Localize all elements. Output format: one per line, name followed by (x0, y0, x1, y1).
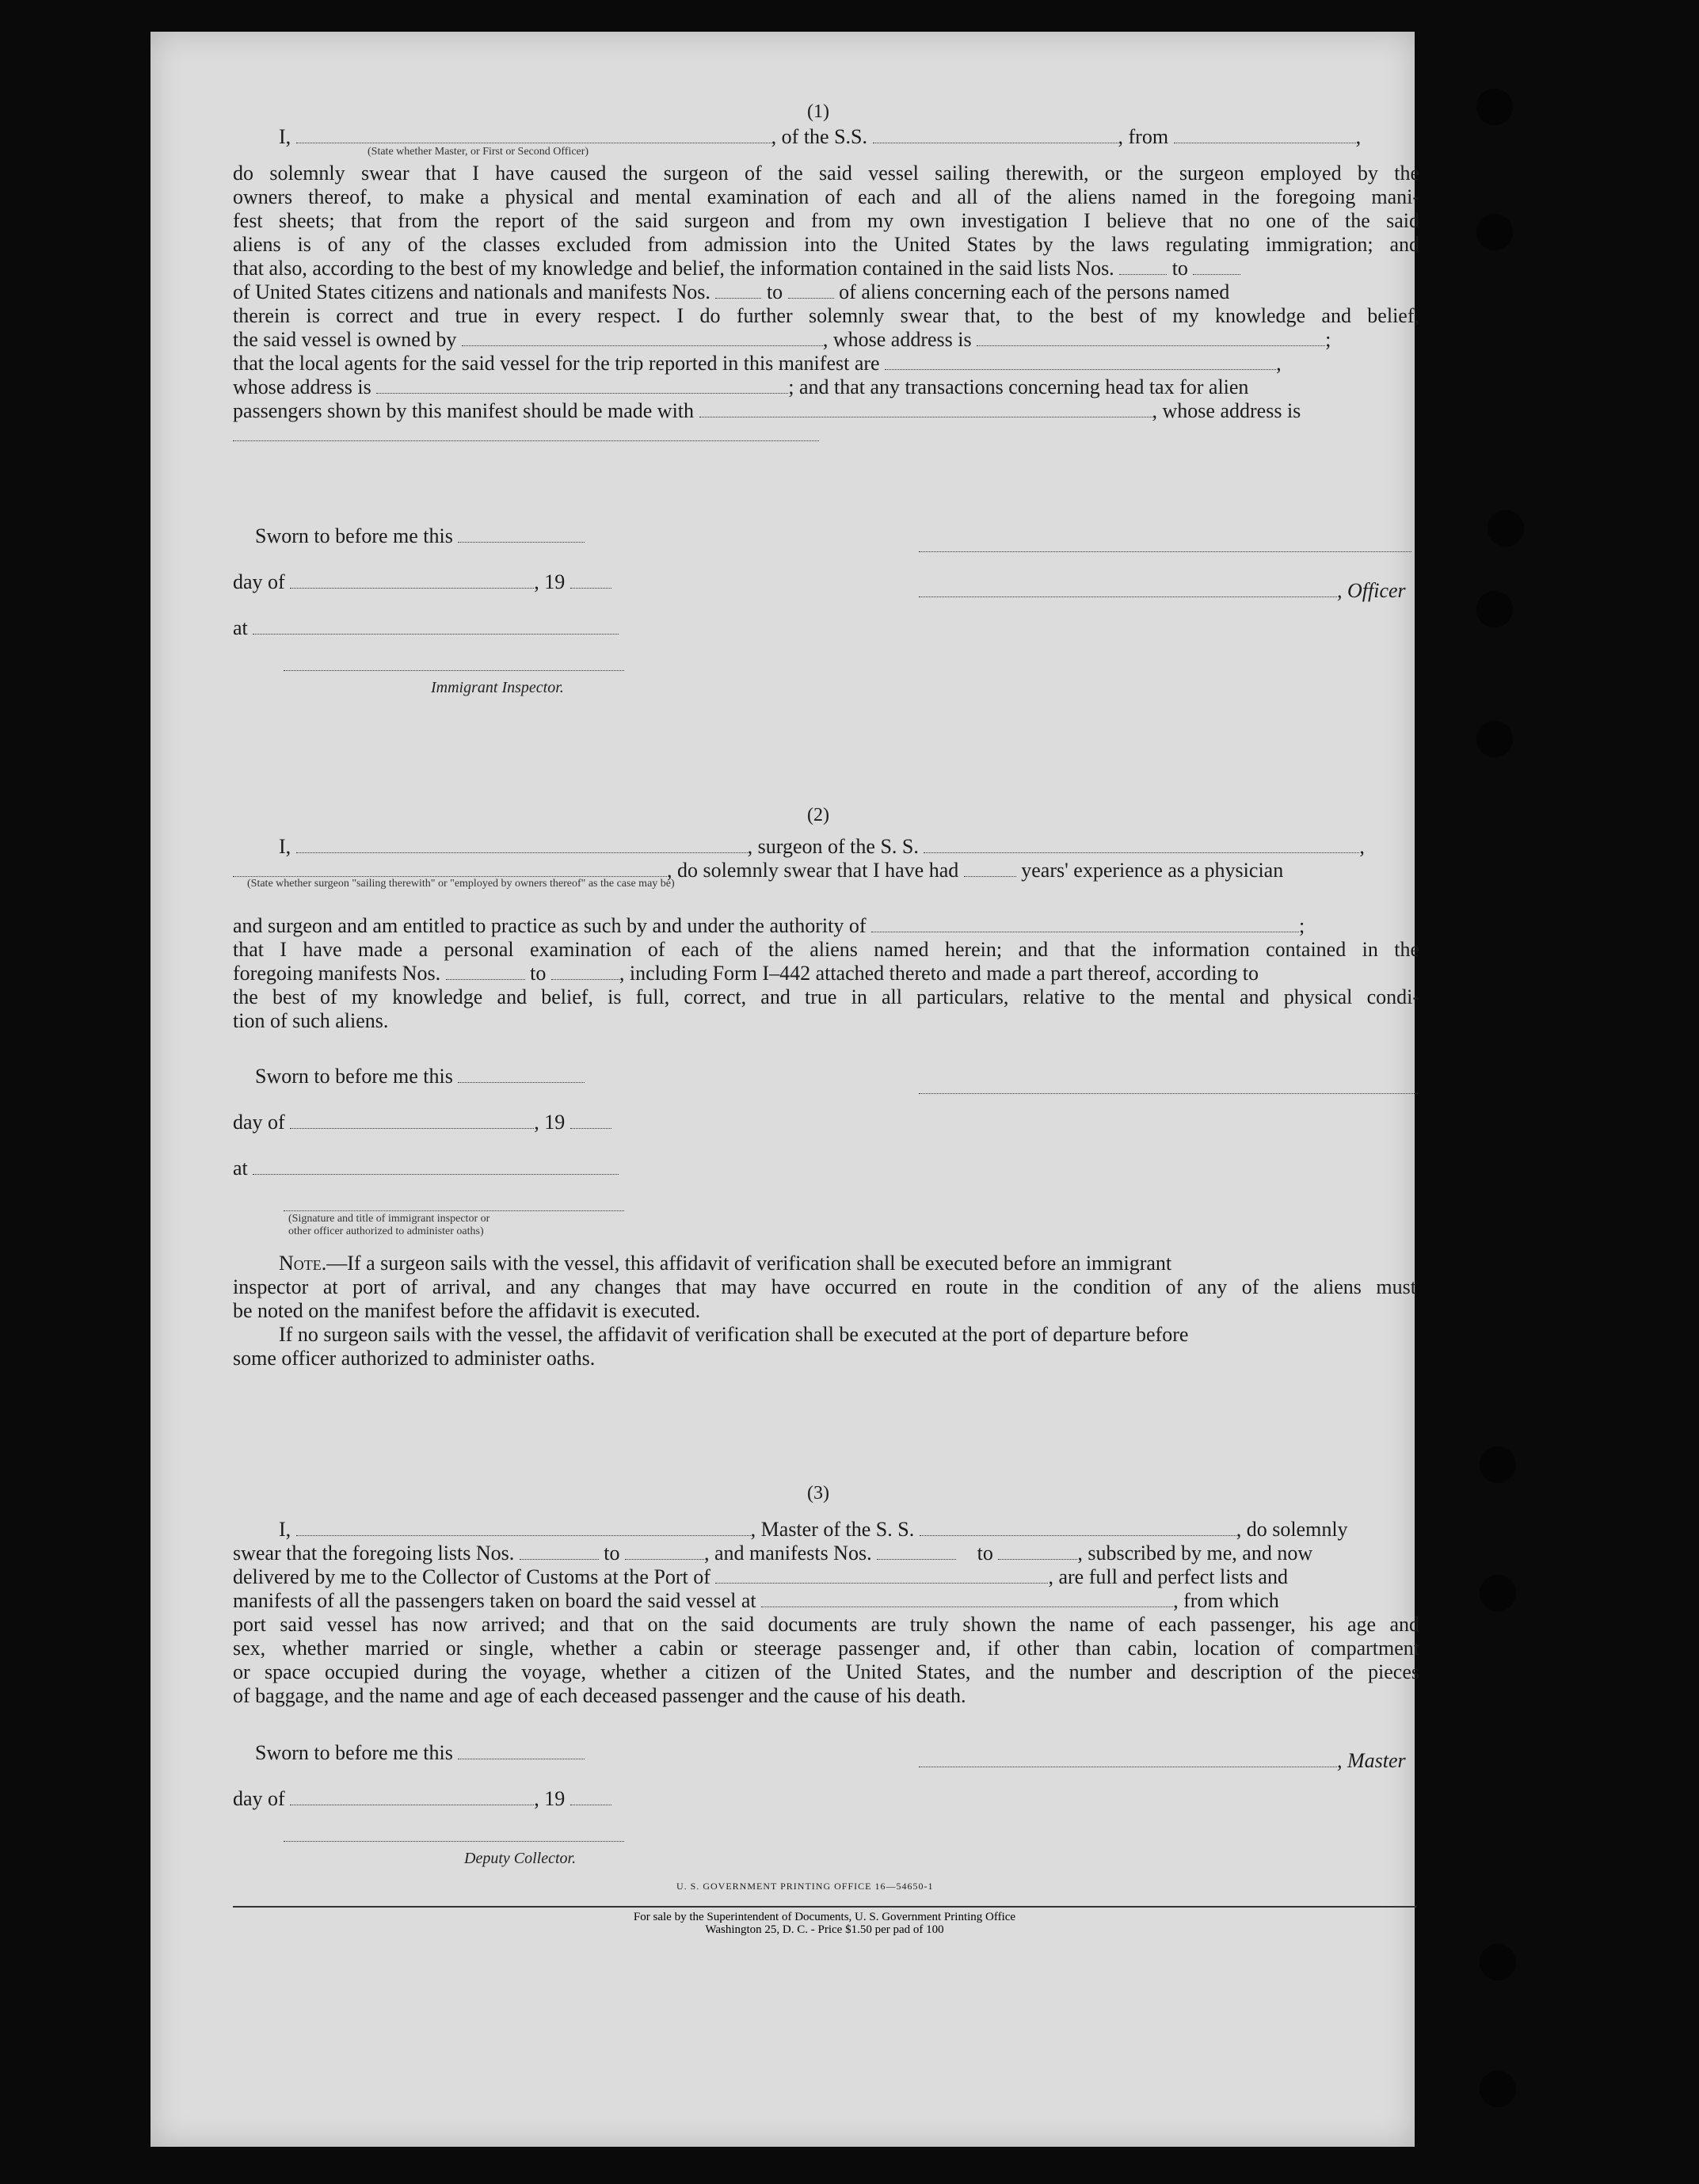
label-from: , from (1118, 125, 1169, 148)
authority-line (233, 914, 1419, 938)
officer-signature-field[interactable] (919, 579, 1337, 597)
signature-line[interactable] (284, 669, 624, 671)
local-agents-line (233, 352, 1419, 375)
section-1 (233, 100, 1419, 696)
master-line (233, 1518, 1419, 1542)
officer-title-field[interactable] (296, 125, 771, 143)
manifest-to-field-3[interactable] (998, 1542, 1077, 1560)
text-span: , subscribed by me, and now (1077, 1542, 1313, 1565)
port-of-entry-field[interactable] (715, 1565, 1048, 1584)
text-line: owners thereof, to make a physical and mental examination of each and all of the aliens named in the foregoing mani- (233, 185, 1419, 208)
binder-hole (1480, 1575, 1516, 1611)
text-span: —If a surgeon sails with the vessel, this affidavit of verification shall be executed before an immigrant (326, 1252, 1172, 1275)
binder-hole (1488, 510, 1524, 547)
port-of-departure-field[interactable] (761, 1589, 1173, 1607)
owner-field[interactable] (462, 328, 823, 346)
binder-hole (1476, 214, 1513, 250)
text-span: the said vessel is owned by (233, 328, 457, 351)
text-span: day of (233, 1111, 285, 1134)
text-span: delivered by me to the Collector of Customs at the Port of (233, 1565, 710, 1588)
text-span: , do solemnly (1236, 1518, 1348, 1541)
sworn-day-field-2[interactable] (458, 1065, 585, 1083)
officer-caption: (State whether Master, or First or Second Officer) (368, 146, 589, 158)
manifest-from-field-3[interactable] (877, 1542, 956, 1560)
printing-office-imprint: U. S. GOVERNMENT PRINTING OFFICE 16—54650-1 (676, 1881, 934, 1892)
officer-signature-block (919, 532, 1419, 602)
port-line (233, 1565, 1419, 1589)
binder-hole (1480, 2071, 1516, 2107)
binder-hole (1480, 1446, 1516, 1483)
sworn-block-2 (233, 1065, 645, 1238)
text-line: some officer authorized to administer oaths. (233, 1347, 596, 1370)
text-span: to (530, 962, 547, 985)
text-span: , 19 (534, 1111, 566, 1134)
text-span: to (977, 1542, 993, 1565)
surgeon-signature-field[interactable] (919, 1074, 1418, 1094)
master-name-field[interactable] (296, 1518, 751, 1536)
label-of-ss: , of the S.S. (771, 125, 868, 148)
text-span: , whose address is (822, 328, 972, 351)
manifests-line-2 (233, 962, 1419, 985)
head-tax-party-field[interactable] (699, 399, 1152, 417)
text-span: , Master of the S. S. (750, 1518, 915, 1541)
note-block (233, 1252, 1416, 1370)
text-span: foregoing manifests Nos. (233, 962, 441, 985)
list-no-to-field[interactable] (1193, 257, 1240, 275)
taken-on-line (233, 1589, 1419, 1613)
text-line: sex, whether married or single, whether a cabin or steerage passenger and, if other than cabin, location of compartment (233, 1637, 1419, 1660)
text-span: day of (233, 570, 285, 593)
local-agents-field[interactable] (885, 352, 1276, 370)
text-span: , are full and perfect lists and (1048, 1565, 1288, 1588)
text-span: day of (233, 1787, 285, 1810)
place-field[interactable] (253, 616, 619, 635)
text-line: therein is correct and true in every respect. I do further solemnly swear that, to the best of my knowledge and belief, (233, 304, 1419, 327)
head-tax-address-field[interactable] (233, 423, 819, 441)
text-span: that the local agents for the said vessel for the trip reported in this manifest are (233, 352, 880, 375)
port-from-field[interactable] (1174, 125, 1356, 143)
authority-field[interactable] (871, 914, 1299, 932)
month-field-3[interactable] (290, 1787, 534, 1805)
surgeon-name-field[interactable] (296, 835, 748, 853)
sworn-line (233, 1065, 645, 1088)
manifest-no-from-field[interactable] (715, 280, 761, 299)
text-line: tion of such aliens. (233, 1009, 389, 1032)
agent-address-line (233, 375, 1419, 399)
officer-title-line (919, 579, 1419, 603)
text-line: of baggage, and the name and age of each deceased passenger and the cause of his death. (233, 1684, 966, 1707)
punctuation: ; (1299, 914, 1305, 937)
years-field[interactable] (964, 859, 1016, 877)
vessel-name-field[interactable] (873, 125, 1118, 143)
footer-rule (233, 1906, 1416, 1908)
text-span: Sworn to before me this (255, 1741, 453, 1764)
sworn-day-field-3[interactable] (458, 1741, 585, 1759)
master-signature-block (919, 1749, 1419, 1773)
binder-hole (1476, 721, 1513, 757)
text-line: inspector at port of arrival, and any changes that may have occurred en route in the condition of any of the aliens must (233, 1275, 1416, 1298)
text-span: , and manifests Nos. (704, 1542, 872, 1565)
text-line: port said vessel has now arrived; and that on the said documents are truly shown the name of each passenger, his age and (233, 1613, 1419, 1636)
text-span: , from which (1173, 1589, 1279, 1612)
text-line: fest sheets; that from the report of the said surgeon and from my own investigation I believe that no one of the said (233, 209, 1419, 232)
text-span: to (766, 280, 783, 303)
manifest-affidavit-page (150, 32, 1419, 2147)
text-span: , including Form I–442 attached thereto and made a part thereof, according to (619, 962, 1259, 985)
text-span: at (233, 616, 248, 639)
text-span: ; and that any transactions concerning head tax for alien (788, 375, 1249, 398)
text-line: If no surgeon sails with the vessel, the affidavit of verification shall be executed at the port of departure before (279, 1323, 1189, 1346)
binder-hole (1476, 89, 1513, 125)
surgeon-signature-block (919, 1074, 1419, 1098)
sworn-block-3 (233, 1741, 645, 1870)
binder-hole (1480, 1944, 1516, 1980)
text-span: , 19 (534, 1787, 566, 1810)
head-tax-line (233, 399, 1419, 423)
sworn-line (233, 1741, 645, 1765)
section-number: (1) (807, 101, 829, 122)
text-span: , surgeon of the S. S. (747, 835, 919, 858)
punctuation: , (1355, 125, 1362, 148)
text-span: Sworn to before me this (255, 1065, 453, 1088)
month-field[interactable] (290, 570, 534, 589)
list-no-from-field[interactable] (1119, 257, 1167, 275)
owned-by-line (233, 328, 1419, 352)
agent-address-field[interactable] (376, 375, 788, 394)
sworn-line (233, 524, 645, 548)
text-span: of aliens concerning each of the persons named (839, 280, 1230, 303)
lists-line (233, 257, 1419, 280)
oath-paragraph (233, 162, 1419, 447)
footer-line-1: For sale by the Superintendent of Documents, U. S. Government Printing Office (633, 1911, 1016, 1923)
sig-caption-1: (Signature and title of immigrant inspector or (288, 1213, 490, 1225)
text-line: be noted on the manifest before the affidavit is executed. (233, 1299, 701, 1322)
section-3 (233, 1481, 1419, 1892)
master-sign-line (919, 1749, 1419, 1773)
list-from-field-3[interactable] (520, 1542, 599, 1560)
signature-line-2[interactable] (284, 1209, 624, 1211)
sworn-day-field[interactable] (458, 524, 585, 543)
month-field-2[interactable] (290, 1111, 534, 1129)
lists-line-3 (233, 1542, 1419, 1565)
year-field-2[interactable] (570, 1111, 611, 1129)
text-line: aliens is of any of the classes excluded from admission into the United States by the laws regulating immigration; and (233, 233, 1419, 256)
master-label: , Master (1337, 1749, 1406, 1772)
list-to-field-3[interactable] (625, 1542, 704, 1560)
punctuation: , (1359, 835, 1365, 858)
year-field-3[interactable] (570, 1787, 611, 1805)
signature-line-3[interactable] (284, 1839, 624, 1842)
owner-address-field[interactable] (977, 328, 1325, 346)
deputy-caption: Deputy Collector. (464, 1850, 577, 1867)
text-span: whose address is (233, 375, 371, 398)
surgeon-line (233, 835, 1419, 859)
text-span: manifests of all the passengers taken on board the said vessel at (233, 1589, 756, 1612)
day-of-line (233, 1111, 645, 1134)
text-span: I, (279, 1518, 291, 1541)
day-of-line (233, 1787, 645, 1811)
text-span: , 19 (534, 570, 566, 593)
experience-line (233, 859, 1419, 882)
day-of-line (233, 570, 645, 594)
text-span: to (604, 1542, 620, 1565)
text-span: at (233, 1157, 248, 1180)
text-line: do solemnly swear that I have caused the surgeon of the said vessel sailing therewith, or the surgeon employed by the (233, 162, 1419, 185)
place-field-2[interactable] (253, 1157, 619, 1175)
punctuation: ; (1325, 328, 1331, 351)
label-i: I, (279, 125, 291, 148)
punctuation: , (1276, 352, 1282, 375)
manifests-line (233, 280, 1419, 304)
master-signature-field[interactable] (919, 1749, 1337, 1767)
officer-name-field[interactable] (919, 532, 1411, 552)
inspector-caption: Immigrant Inspector. (431, 679, 564, 696)
text-span: passengers shown by this manifest should be made with (233, 399, 695, 422)
text-span: of United States citizens and nationals and manifests Nos. (233, 280, 710, 303)
head-tax-address-line (233, 423, 1419, 447)
year-field[interactable] (570, 570, 611, 589)
text-span: , do solemnly swear that I have had (667, 859, 959, 882)
text-line: the best of my knowledge and belief, is full, correct, and true in all particulars, relative to the mental and physical condi- (233, 985, 1419, 1008)
footer-text (233, 1911, 1416, 1936)
vessel-name-field-3[interactable] (920, 1518, 1236, 1536)
text-span: Sworn to before me this (255, 524, 453, 547)
note-line (233, 1252, 1416, 1275)
footer-line-2: Washington 25, D. C. - Price $1.50 per pad of 100 (705, 1923, 944, 1936)
oath-line-1 (233, 125, 1419, 149)
section-number: (3) (807, 1483, 829, 1504)
surgeon-caption: (State whether surgeon "sailing therewith" or "employed by owners thereof" as the case may be) (247, 878, 675, 890)
surgeon-status-field[interactable] (233, 859, 667, 877)
manifest-to-field-2[interactable] (551, 962, 619, 980)
text-span: , whose address is (1152, 399, 1301, 422)
manifest-no-to-field[interactable] (788, 280, 834, 299)
text-span: that also, according to the best of my knowledge and belief, the information contained in the said lists Nos. (233, 257, 1114, 280)
surgeon-paragraph (233, 914, 1419, 1033)
text-span: I, (279, 835, 291, 858)
text-line: or space occupied during the voyage, whether a citizen of the United States, and the number and description of the pieces (233, 1660, 1419, 1683)
manifest-from-field-2[interactable] (446, 962, 525, 980)
at-line (233, 1157, 645, 1180)
at-line (233, 616, 645, 640)
text-span: and surgeon and am entitled to practice as such by and under the authority of (233, 914, 867, 937)
sworn-block-1 (233, 524, 645, 699)
sig-caption-2: other officer authorized to administer oaths) (288, 1225, 484, 1237)
section-2 (233, 803, 1419, 1370)
text-span: to (1171, 257, 1188, 280)
section-number: (2) (807, 805, 829, 825)
officer-label: , Officer (1337, 579, 1406, 602)
note-label: Note. (279, 1252, 327, 1275)
text-span: years' experience as a physician (1021, 859, 1284, 882)
text-line: that I have made a personal examination of each of the aliens named herein; and that the information contained in the (233, 938, 1419, 961)
vessel-name-field-2[interactable] (924, 835, 1359, 853)
binder-hole (1476, 591, 1513, 627)
text-span: swear that the foregoing lists Nos. (233, 1542, 515, 1565)
